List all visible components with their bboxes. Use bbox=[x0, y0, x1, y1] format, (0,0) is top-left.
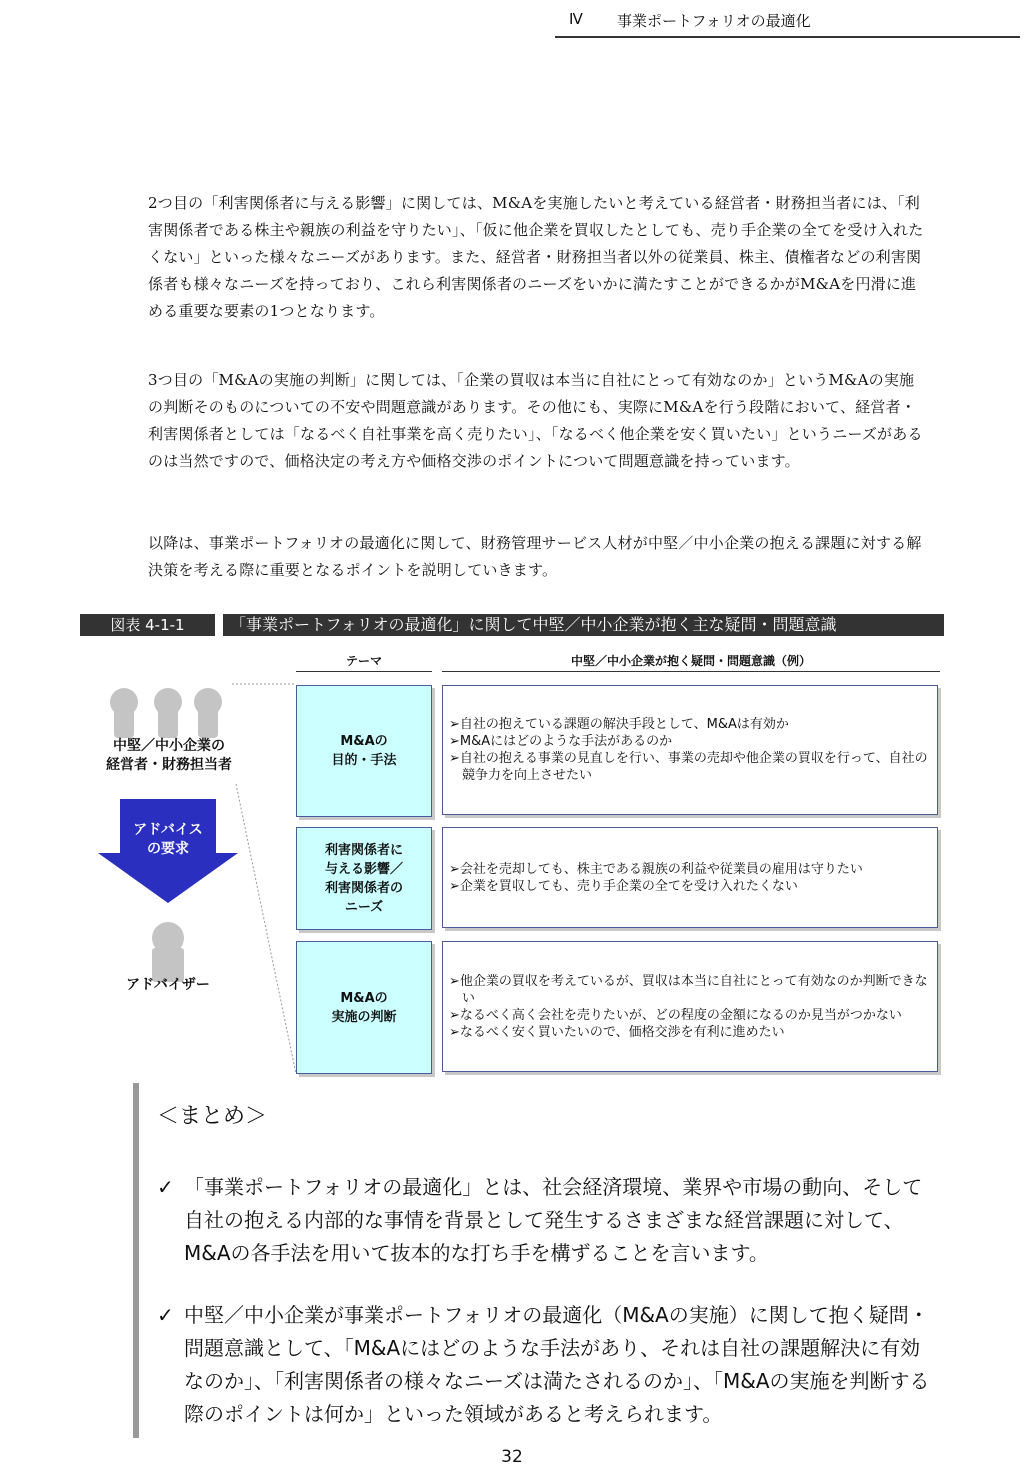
summary-bullet-1 bbox=[157, 1171, 932, 1270]
advisor-label: アドバイザー bbox=[126, 977, 210, 993]
summary-bullet-text: 中堅／中小企業が事業ポートフォリオの最適化（M&Aの実施）に関して抱く疑問・問題意識として、「M&Aにはどのような手法があり、それは自社の課題解決に有効なのか」、「利害関係者の様々なニーズは満たされるのか」、「M&Aの実施を判断する際のポイントは何か」といった領域があると考えられます。 bbox=[184, 1303, 930, 1426]
section-title: 事業ポートフォリオの最適化 bbox=[617, 12, 811, 30]
page-number: 32 bbox=[501, 1447, 523, 1467]
figure-label: 図表 4-1-1 bbox=[110, 616, 185, 634]
section-number: Ⅳ bbox=[569, 10, 583, 28]
list-item: ➢会社を売却しても、株主である親族の利益や従業員の雇用は守りたい bbox=[449, 861, 863, 877]
list-item: ➢企業を買収しても、売り手企業の全てを受け入れたくない bbox=[449, 878, 798, 894]
summary-bullet-text: 「事業ポートフォリオの最適化」とは、社会経済環境、業界や市場の動向、そして自社の抱える内部的な事情を背景として発生するさまざまな経営課題に対して、M&Aの各手法を用いて抜本的な打ち手を構ずることを言います。 bbox=[184, 1175, 923, 1265]
paragraph-3: 3つ目の「M&Aの実施の判断」に関しては、「企業の買収は本当に自社にとって有効なのか」というM&Aの実施の判断そのものについての不安や問題意識があります。その他にも、実際にM&Aを行う段階において、経営者・利害関係者としては「なるべく自社事業を高く売りたい」、「なるべく他企業を安く買いたい」というニーズがあるのは当然ですので、価格決定の考え方や価格交渉のポイントについて問題意識を持っています。 bbox=[148, 371, 923, 470]
list-item: ➢他企業の買収を考えているが、買収は本当に自社にとって有効なのか判断できない bbox=[449, 973, 928, 1006]
advisor-icon bbox=[148, 922, 188, 982]
list-item: ➢自社の抱える事業の見直しを行い、事業の売却や他企業の買収を行って、自社の競争力を向上させたい bbox=[449, 751, 928, 783]
column-header-theme: テーマ bbox=[345, 654, 382, 668]
issue-cell-decision bbox=[442, 941, 938, 1072]
check-icon: ✓ bbox=[157, 1303, 174, 1327]
column-header-issues: 中堅／中小企業が抱く疑問・問題意識（例） bbox=[570, 654, 811, 668]
list-item: ➢自社の抱えている課題の解決手段として、M&Aは有効か bbox=[449, 717, 789, 732]
issue-cell-stakeholders bbox=[442, 827, 938, 928]
paragraph-4: 以降は、事業ポートフォリオの最適化に関して、財務管理サービス人材が中堅／中小企業の抱える課題に対する解決策を考える際に重要となるポイントを説明していきます。 bbox=[148, 534, 922, 579]
summary-heading: ＜まとめ＞ bbox=[157, 1104, 268, 1129]
summary-bullet-2 bbox=[157, 1299, 932, 1431]
summary-box bbox=[133, 1083, 939, 1438]
check-icon: ✓ bbox=[157, 1175, 174, 1199]
figure-title: 「事業ポートフォリオの最適化」に関して中堅／中小企業が抱く主な疑問・問題意識 bbox=[230, 615, 837, 634]
manager-label: 中堅／中小企業の 経営者・財務担当者 bbox=[106, 738, 232, 773]
manager-group-icon bbox=[104, 688, 228, 738]
theme-cell-decision: M&Aの 実施の判断 bbox=[296, 941, 432, 1074]
theme-cell-stakeholders: 利害関係者に 与える影響／ 利害関係者の ニーズ bbox=[296, 827, 432, 930]
theme-cell-purpose: M&Aの 目的・手法 bbox=[296, 685, 432, 817]
issue-cell-purpose bbox=[442, 685, 938, 815]
list-item: ➢M&Aにはどのような手法があるのか bbox=[449, 734, 673, 749]
list-item: ➢なるべく安く買いたいので、価格交渉を有利に進めたい bbox=[449, 1024, 785, 1040]
list-item: ➢なるべく高く会社を売りたいが、どの程度の金額になるのか見当がつかない bbox=[449, 1007, 902, 1023]
paragraph-2: 2つ目の「利害関係者に与える影響」に関しては、M&Aを実施したいと考えている経営者・財務担当者には、「利害関係者である株主や親族の利益を守りたい」、「仮に他企業を買収したとしても、売り手企業の全てを受け入れたくない」といった様々なニーズがあります。また、経営者・財務担当者以外の従業員、株主、債権者などの利害関係者も様々なニーズを持っており、これら利害関係者のニーズをいかに満たすことができるかがM&Aを円滑に進める重要な要素の1つとなります。 bbox=[148, 194, 924, 320]
arrow-label: アドバイス の要求 bbox=[133, 822, 203, 857]
